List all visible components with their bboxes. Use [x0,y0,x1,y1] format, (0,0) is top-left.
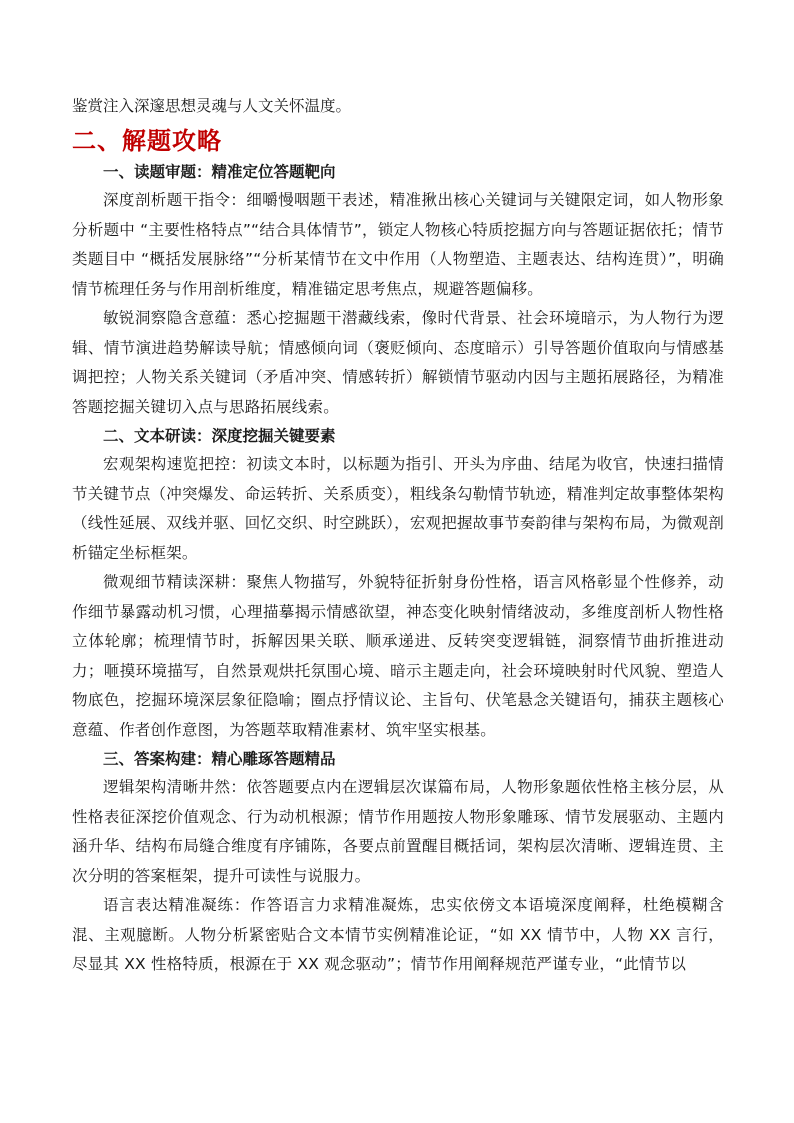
subsection-heading: 三、答案构建：精心雕琢答题精品 [103,749,336,768]
subsection-heading: 二、文本研读：深度挖掘关键要素 [103,426,336,445]
paragraph: 微观细节精读深耕：聚焦人物描写，外貌特征折射身份性格，语言风格彰显个性修养，动作细节暴露动机习惯，心理描摹揭示情感欲望，神态变化映射情绪波动，多维度剖析人物性格立体轮廓；梳理情节时，拆解因果关联、顺承递进、反转突变逻辑链，洞察情节曲折推进动力；咂摸环境描写，自然景观烘托氛围心境、暗示主题走向，社会环境映射时代风貌、塑造人物底色，挖掘环境深层象征隐喻；圈点抒情议论、主旨句、伏笔悬念关键语句，捕获主题核心意蕴、作者创作意图，为答题萃取精准素材、筑牢坚实根基。 [72,573,724,739]
paragraph: 宏观架构速览把控：初读文本时，以标题为指引、开头为序曲、结尾为收官，快速扫描情节关键节点（冲突爆发、命运转折、关系质变），粗线条勾勒情节轨迹，精准判定故事整体架构（线性延展、双线并驱、回忆交织、时空跳跃），宏观把握故事节奏韵律与架构布局，为微观剖析锚定坐标框架。 [72,455,724,562]
subsection-text-study [72,422,724,745]
section-title: 二、解题攻略 [72,127,222,155]
subsection-heading: 一、读题审题：精准定位答题靶向 [103,162,336,181]
paragraph: 语言表达精准凝练：作答语言力求精准凝炼，忠实依傍文本语境深度阐释，杜绝模糊含混、主观臆断。人物分析紧密贴合文本情节实例精准论证，“如 XX 情节中，人物 XX 言行，尽显其 XX 性格特质，根源在于 XX 观念驱动”；情节作用阐释规范严谨专业，“此情节以 [72,896,724,973]
intro-tail-text: 鉴赏注入深邃思想灵魂与人文关怀温度。 [72,97,352,115]
paragraph: 敏锐洞察隐含意蕴：悉心挖掘题干潜藏线索，像时代背景、社会环境暗示，为人物行为逻辑、情节演进趋势解读导航；情感倾向词（褒贬倾向、态度暗示）引导答题价值取向与情感基调把控；人物关系关键词（矛盾冲突、情感转折）解锁情节驱动内因与主题拓展路径，为精准答题挖掘关键切入点与思路拓展线索。 [72,309,724,416]
paragraph: 深度剖析题干指令：细嚼慢咽题干表述，精准揪出核心关键词与关键限定词，如人物形象分析题中 “主要性格特点”“结合具体情节”，锁定人物核心特质挖掘方向与答题证据依托；情节类题目中 “概括发展脉络”“分析某情节在文中作用（人物塑造、主题表达、结构连贯）”，明确情节梳理任务与作用剖析维度，精准锚定思考焦点，规避答题偏移。 [72,191,724,298]
paragraph: 逻辑架构清晰井然：依答题要点内在逻辑层次谋篇布局，人物形象题依性格主核分层，从性格表征深挖价值观念、行为动机根源；情节作用题按人物形象雕琢、情节发展驱动、主题内涵升华、结构布局缝合维度有序铺陈，各要点前置醒目概括词，架构层次清晰、逻辑连贯、主次分明的答案框架，提升可读性与说服力。 [72,778,724,885]
document-page [72,92,724,980]
subsection-reading [72,158,724,422]
subsection-answer-building [72,745,724,980]
